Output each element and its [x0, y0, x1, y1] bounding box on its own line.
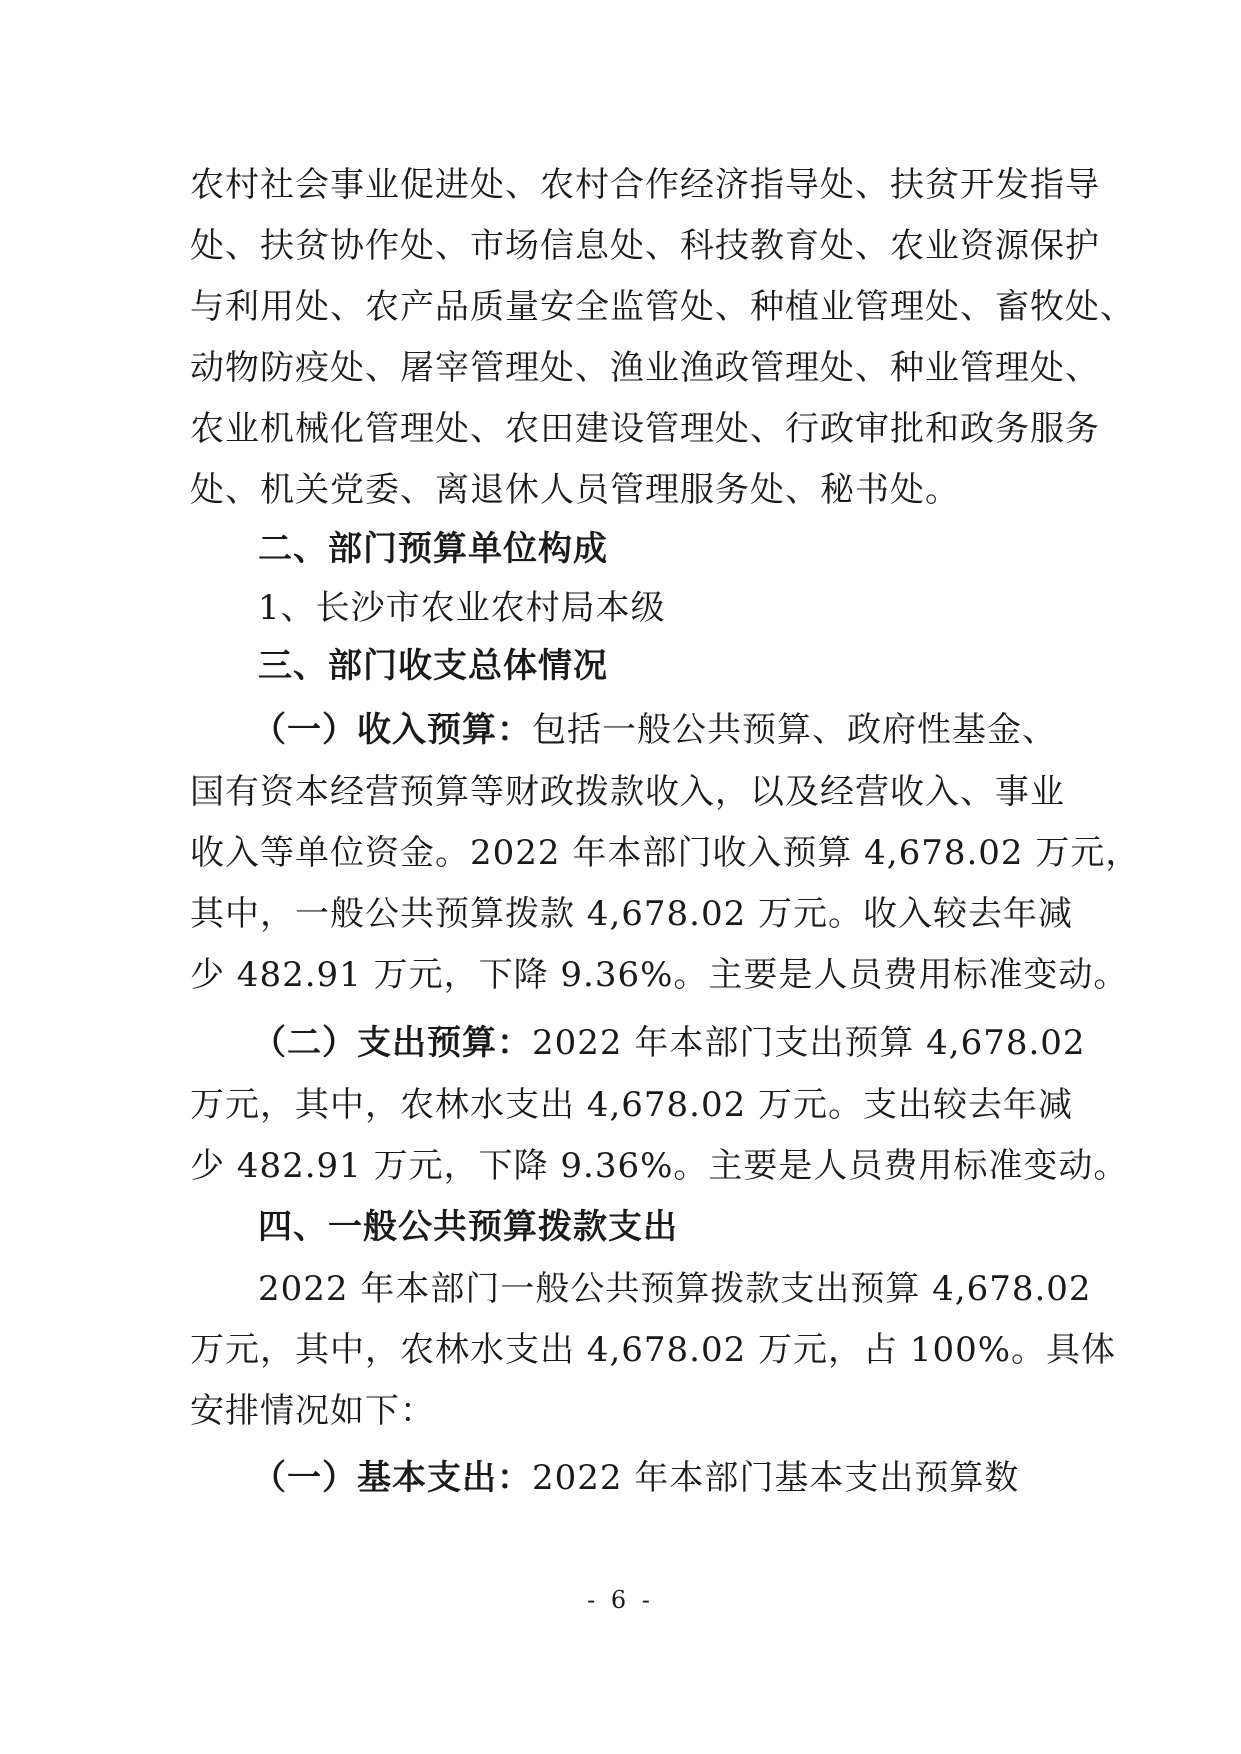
income-first-text: 包括一般公共预算、政府性基金、: [532, 710, 1057, 750]
page-number: - 6 -: [587, 1586, 654, 1614]
section-heading-3: 三、部门收支总体情况: [258, 646, 608, 686]
basic-label: （一）基本支出：: [252, 1458, 532, 1498]
section-heading-2: 二、部门预算单位构成: [258, 529, 608, 569]
paragraph-line: 处、扶贫协作处、市场信息处、科技教育处、农业资源保护: [190, 226, 1100, 266]
expense-first-text: 2022 年本部门支出预算 4,678.02: [532, 1023, 1086, 1063]
paragraph-line: 与利用处、农产品质量安全监管处、种植业管理处、畜牧处、: [190, 287, 1135, 327]
paragraph-line: 安排情况如下：: [190, 1391, 435, 1431]
paragraph-line: 2022 年本部门一般公共预算拨款支出预算 4,678.02: [258, 1269, 1092, 1309]
paragraph-line: 其中，一般公共预算拨款 4,678.02 万元。收入较去年减: [190, 894, 1074, 934]
paragraph-line: 农业机械化管理处、农田建设管理处、行政审批和政务服务: [190, 409, 1100, 449]
basic-first-text: 2022 年本部门基本支出预算数: [532, 1458, 1020, 1498]
paragraph-line: 农村社会事业促进处、农村合作经济指导处、扶贫开发指导: [190, 165, 1100, 205]
section-heading-4: 四、一般公共预算拨款支出: [258, 1207, 678, 1247]
paragraph-line: 国有资本经营预算等财政拨款收入，以及经营收入、事业: [190, 772, 1065, 812]
income-first-line: [252, 705, 1057, 755]
unit-item: 1、长沙市农业农村局本级: [258, 588, 666, 628]
paragraph-line: 少 482.91 万元，下降 9.36%。主要是人员费用标准变动。: [190, 955, 1129, 995]
paragraph-line: 万元，其中，农林水支出 4,678.02 万元。支出较去年减: [190, 1085, 1074, 1125]
basic-first-line: [252, 1453, 1019, 1503]
paragraph-line: 处、机关党委、离退休人员管理服务处、秘书处。: [190, 470, 960, 510]
paragraph-line: 收入等单位资金。2022 年本部门收入预算 4,678.02 万元，: [190, 833, 1141, 873]
income-label: （一）收入预算：: [252, 710, 532, 750]
paragraph-line: 动物防疫处、屠宰管理处、渔业渔政管理处、种业管理处、: [190, 348, 1100, 388]
paragraph-line: 少 482.91 万元，下降 9.36%。主要是人员费用标准变动。: [190, 1146, 1129, 1186]
paragraph-line: 万元，其中，农林水支出 4,678.02 万元，占 100%。具体: [190, 1330, 1117, 1370]
expense-first-line: [252, 1018, 1086, 1068]
expense-label: （二）支出预算：: [252, 1023, 532, 1063]
